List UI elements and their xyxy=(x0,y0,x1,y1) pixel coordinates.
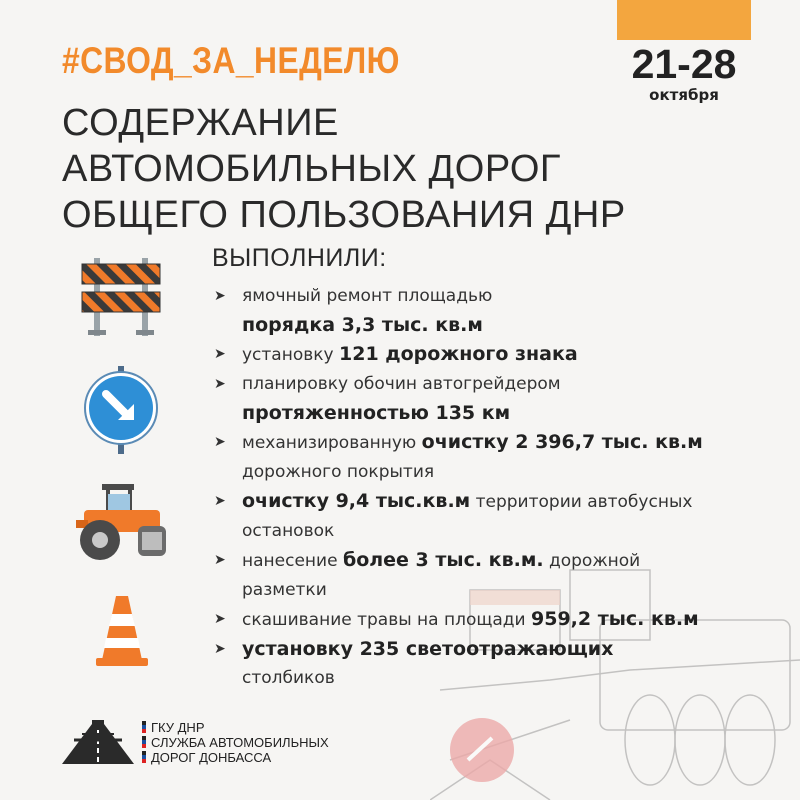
list-item xyxy=(212,370,792,428)
flag-stripe xyxy=(142,721,146,733)
flag-stripe xyxy=(142,736,146,748)
item-text: дорожного покрытия xyxy=(242,462,435,482)
chevron-right-icon: ➤ xyxy=(214,493,226,509)
item-text: механизированную xyxy=(242,433,422,453)
list-item xyxy=(212,487,792,546)
list-item xyxy=(212,428,792,487)
item-bold: протяженностью 135 км xyxy=(242,402,511,424)
item-text: разметки xyxy=(242,580,327,600)
item-text: нанесение xyxy=(242,551,343,571)
date-accent-box xyxy=(617,0,751,40)
agency-logo-icon xyxy=(62,720,134,766)
chevron-right-icon: ➤ xyxy=(214,434,226,450)
item-text: территории автобусных xyxy=(470,492,693,512)
item-text: остановок xyxy=(242,521,335,541)
list-item xyxy=(212,282,792,340)
item-bold: 121 дорожного знака xyxy=(339,343,578,365)
list-item xyxy=(212,605,792,635)
item-text: скашивание травы на площади xyxy=(242,610,532,630)
item-bold: очистку 2 396,7 тыс. кв.м xyxy=(421,431,703,453)
date-month: октября xyxy=(649,86,719,104)
traffic-cone-icon xyxy=(94,594,150,670)
title-line-2: АВТОМОБИЛЬНЫХ ДОРОГ xyxy=(62,148,561,190)
agency-name xyxy=(142,720,329,765)
agency-line-1: ГКУ ДНР xyxy=(151,720,205,735)
item-bold: очистку 9,4 тыс.кв.м xyxy=(242,490,471,512)
road-barrier-icon xyxy=(80,258,162,336)
page-title xyxy=(62,100,626,238)
list-item xyxy=(212,635,792,693)
agency-line-3: ДОРОГ ДОНБАССА xyxy=(151,750,272,765)
list-item xyxy=(212,546,792,605)
title-line-1: СОДЕРЖАНИЕ xyxy=(62,102,339,144)
item-bold: порядка 3,3 тыс. кв.м xyxy=(242,314,483,336)
chevron-right-icon: ➤ xyxy=(214,346,226,362)
list-item xyxy=(212,340,792,370)
item-text: ямочный ремонт площадью xyxy=(242,286,493,306)
item-bold: более 3 тыс. кв.м. xyxy=(342,549,544,571)
item-text: установку xyxy=(242,345,339,365)
chevron-right-icon: ➤ xyxy=(214,641,226,657)
chevron-right-icon: ➤ xyxy=(214,611,226,627)
chevron-right-icon: ➤ xyxy=(214,376,226,392)
item-bold: 959,2 тыс. кв.м xyxy=(531,608,699,630)
work-list xyxy=(212,282,792,693)
item-text: дорожной xyxy=(543,551,641,571)
date-range: 21-28 xyxy=(631,41,737,87)
chevron-right-icon: ➤ xyxy=(214,288,226,304)
hashtag: #СВОД_ЗА_НЕДЕЛЮ xyxy=(62,40,400,81)
item-text: планировку обочин автогрейдером xyxy=(242,374,561,394)
chevron-right-icon: ➤ xyxy=(214,552,226,568)
title-line-3: ОБЩЕГО ПОЛЬЗОВАНИЯ ДНР xyxy=(62,194,626,236)
road-sign-keep-right-icon xyxy=(80,366,162,454)
road-roller-icon xyxy=(72,482,168,562)
done-heading: ВЫПОЛНИЛИ: xyxy=(212,244,387,272)
item-bold: установку 235 светоотражающих xyxy=(242,638,614,660)
flag-stripe xyxy=(142,751,146,763)
item-text: столбиков xyxy=(242,668,335,688)
agency-line-2: СЛУЖБА АВТОМОБИЛЬНЫХ xyxy=(151,735,329,750)
